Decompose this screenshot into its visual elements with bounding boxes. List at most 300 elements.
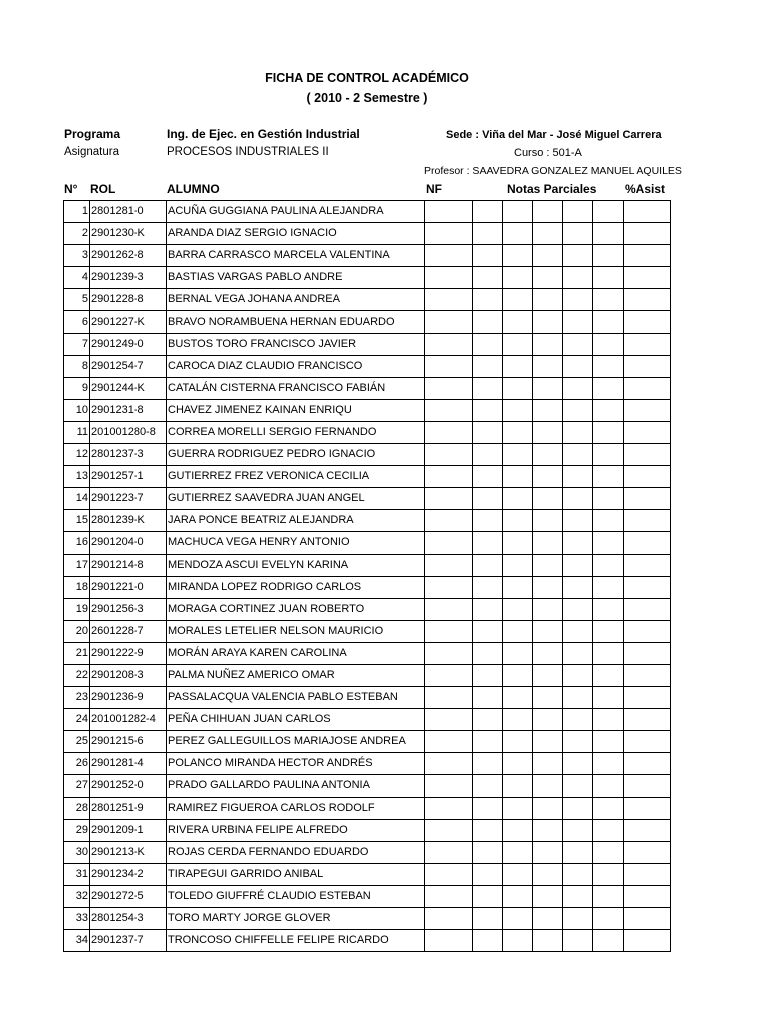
- asist-cell[interactable]: [624, 598, 671, 620]
- nf-cell[interactable]: [425, 819, 473, 841]
- nota-parcial-cell[interactable]: [593, 355, 624, 377]
- nota-parcial-cell[interactable]: [563, 620, 593, 642]
- nota-parcial-cell[interactable]: [503, 399, 533, 421]
- nota-parcial-cell[interactable]: [533, 466, 563, 488]
- nota-parcial-cell[interactable]: [563, 201, 593, 223]
- table-row: [64, 930, 671, 952]
- asist-cell[interactable]: [624, 930, 671, 952]
- nota-parcial-cell[interactable]: [593, 267, 624, 289]
- nf-cell[interactable]: [425, 731, 473, 753]
- nf-cell[interactable]: [425, 510, 473, 532]
- nf-cell[interactable]: [425, 201, 473, 223]
- nota-parcial-cell[interactable]: [593, 576, 624, 598]
- nota-parcial-cell[interactable]: [533, 731, 563, 753]
- nf-cell[interactable]: [425, 642, 473, 664]
- nota-parcial-cell[interactable]: [503, 731, 533, 753]
- nota-parcial-cell[interactable]: [503, 355, 533, 377]
- nota-parcial-cell[interactable]: [503, 797, 533, 819]
- nota-parcial-cell[interactable]: [593, 399, 624, 421]
- nota-parcial-cell[interactable]: [593, 421, 624, 443]
- col-header-asist: %Asist: [625, 182, 666, 196]
- row-number: 33: [64, 908, 90, 930]
- row-number: 30: [64, 841, 90, 863]
- sede-text: Sede : Viña del Mar - José Miguel Carrera: [446, 129, 662, 141]
- asist-cell[interactable]: [624, 819, 671, 841]
- nota-parcial-cell[interactable]: [503, 753, 533, 775]
- nota-parcial-cell[interactable]: [503, 841, 533, 863]
- nota-parcial-cell[interactable]: [533, 841, 563, 863]
- nota-parcial-cell[interactable]: [503, 620, 533, 642]
- asist-cell[interactable]: [624, 289, 671, 311]
- nota-parcial-cell[interactable]: [473, 554, 503, 576]
- nota-parcial-cell[interactable]: [473, 753, 503, 775]
- asist-cell[interactable]: [624, 267, 671, 289]
- asist-cell[interactable]: [624, 863, 671, 885]
- asist-cell[interactable]: [624, 377, 671, 399]
- nf-cell[interactable]: [425, 664, 473, 686]
- row-rol: 2901223-7: [90, 488, 167, 510]
- asist-cell[interactable]: [624, 421, 671, 443]
- asist-cell[interactable]: [624, 687, 671, 709]
- row-rol: 2901249-0: [90, 333, 167, 355]
- row-number: 26: [64, 753, 90, 775]
- row-alumno: MENDOZA ASCUI EVELYN KARINA: [167, 554, 425, 576]
- asist-cell[interactable]: [624, 532, 671, 554]
- nota-parcial-cell[interactable]: [563, 267, 593, 289]
- nota-parcial-cell[interactable]: [593, 201, 624, 223]
- nota-parcial-cell[interactable]: [533, 664, 563, 686]
- nota-parcial-cell[interactable]: [563, 245, 593, 267]
- nf-cell[interactable]: [425, 709, 473, 731]
- asist-cell[interactable]: [624, 223, 671, 245]
- row-rol: 2901237-7: [90, 930, 167, 952]
- nota-parcial-cell[interactable]: [593, 797, 624, 819]
- row-alumno: MIRANDA LOPEZ RODRIGO CARLOS: [167, 576, 425, 598]
- row-number: 15: [64, 510, 90, 532]
- row-rol: 2901272-5: [90, 885, 167, 907]
- table-row: [64, 444, 671, 466]
- table-row: [64, 687, 671, 709]
- nota-parcial-cell[interactable]: [533, 576, 563, 598]
- nota-parcial-cell[interactable]: [533, 421, 563, 443]
- nota-parcial-cell[interactable]: [563, 642, 593, 664]
- table-row: [64, 311, 671, 333]
- nota-parcial-cell[interactable]: [563, 841, 593, 863]
- nota-parcial-cell[interactable]: [473, 223, 503, 245]
- nota-parcial-cell[interactable]: [473, 466, 503, 488]
- row-number: 25: [64, 731, 90, 753]
- nota-parcial-cell[interactable]: [503, 664, 533, 686]
- nota-parcial-cell[interactable]: [533, 444, 563, 466]
- nota-parcial-cell[interactable]: [533, 355, 563, 377]
- nf-cell[interactable]: [425, 444, 473, 466]
- nota-parcial-cell[interactable]: [563, 819, 593, 841]
- nota-parcial-cell[interactable]: [563, 576, 593, 598]
- nota-parcial-cell[interactable]: [593, 532, 624, 554]
- asist-cell[interactable]: [624, 245, 671, 267]
- nota-parcial-cell[interactable]: [593, 598, 624, 620]
- row-number: 24: [64, 709, 90, 731]
- row-rol: 2901244-K: [90, 377, 167, 399]
- asist-cell[interactable]: [624, 642, 671, 664]
- nota-parcial-cell[interactable]: [593, 510, 624, 532]
- nota-parcial-cell[interactable]: [503, 510, 533, 532]
- nota-parcial-cell[interactable]: [533, 642, 563, 664]
- nota-parcial-cell[interactable]: [503, 819, 533, 841]
- row-alumno: POLANCO MIRANDA HECTOR ANDRÉS: [167, 753, 425, 775]
- asist-cell[interactable]: [624, 399, 671, 421]
- nota-parcial-cell[interactable]: [533, 267, 563, 289]
- asignatura-label: Asignatura: [64, 146, 119, 158]
- nf-cell[interactable]: [425, 267, 473, 289]
- row-alumno: BERNAL VEGA JOHANA ANDREA: [167, 289, 425, 311]
- nota-parcial-cell[interactable]: [473, 797, 503, 819]
- nota-parcial-cell[interactable]: [563, 223, 593, 245]
- nota-parcial-cell[interactable]: [473, 885, 503, 907]
- nota-parcial-cell[interactable]: [563, 466, 593, 488]
- nota-parcial-cell[interactable]: [503, 930, 533, 952]
- nota-parcial-cell[interactable]: [503, 554, 533, 576]
- row-alumno: MACHUCA VEGA HENRY ANTONIO: [167, 532, 425, 554]
- row-number: 11: [64, 421, 90, 443]
- nota-parcial-cell[interactable]: [473, 245, 503, 267]
- table-row: [64, 223, 671, 245]
- nota-parcial-cell[interactable]: [503, 223, 533, 245]
- asist-cell[interactable]: [624, 908, 671, 930]
- row-alumno: GUTIERREZ FREZ VERONICA CECILIA: [167, 466, 425, 488]
- nota-parcial-cell[interactable]: [503, 377, 533, 399]
- nota-parcial-cell[interactable]: [473, 620, 503, 642]
- nf-cell[interactable]: [425, 753, 473, 775]
- nota-parcial-cell[interactable]: [503, 532, 533, 554]
- row-alumno: TIRAPEGUI GARRIDO ANIBAL: [167, 863, 425, 885]
- row-alumno: PRADO GALLARDO PAULINA ANTONIA: [167, 775, 425, 797]
- nota-parcial-cell[interactable]: [473, 664, 503, 686]
- nota-parcial-cell[interactable]: [533, 554, 563, 576]
- asist-cell[interactable]: [624, 753, 671, 775]
- nota-parcial-cell[interactable]: [503, 709, 533, 731]
- nota-parcial-cell[interactable]: [473, 841, 503, 863]
- nota-parcial-cell[interactable]: [593, 488, 624, 510]
- asist-cell[interactable]: [624, 355, 671, 377]
- nota-parcial-cell[interactable]: [473, 355, 503, 377]
- nota-parcial-cell[interactable]: [563, 908, 593, 930]
- asist-cell[interactable]: [624, 885, 671, 907]
- nota-parcial-cell[interactable]: [593, 466, 624, 488]
- nota-parcial-cell[interactable]: [533, 620, 563, 642]
- nf-cell[interactable]: [425, 311, 473, 333]
- nota-parcial-cell[interactable]: [563, 863, 593, 885]
- asist-cell[interactable]: [624, 620, 671, 642]
- nf-cell[interactable]: [425, 797, 473, 819]
- nf-cell[interactable]: [425, 223, 473, 245]
- nota-parcial-cell[interactable]: [563, 664, 593, 686]
- asist-cell[interactable]: [624, 311, 671, 333]
- nota-parcial-cell[interactable]: [563, 598, 593, 620]
- nf-cell[interactable]: [425, 245, 473, 267]
- nota-parcial-cell[interactable]: [473, 687, 503, 709]
- nota-parcial-cell[interactable]: [533, 908, 563, 930]
- nota-parcial-cell[interactable]: [473, 775, 503, 797]
- asist-cell[interactable]: [624, 775, 671, 797]
- nota-parcial-cell[interactable]: [473, 576, 503, 598]
- nota-parcial-cell[interactable]: [503, 598, 533, 620]
- row-number: 12: [64, 444, 90, 466]
- nf-cell[interactable]: [425, 930, 473, 952]
- asist-cell[interactable]: [624, 576, 671, 598]
- programa-label: Programa: [64, 127, 121, 141]
- nota-parcial-cell[interactable]: [473, 333, 503, 355]
- table-row: [64, 863, 671, 885]
- nota-parcial-cell[interactable]: [473, 267, 503, 289]
- asist-cell[interactable]: [624, 444, 671, 466]
- nota-parcial-cell[interactable]: [533, 819, 563, 841]
- nota-parcial-cell[interactable]: [593, 311, 624, 333]
- nota-parcial-cell[interactable]: [473, 377, 503, 399]
- nota-parcial-cell[interactable]: [593, 444, 624, 466]
- nf-cell[interactable]: [425, 466, 473, 488]
- nf-cell[interactable]: [425, 532, 473, 554]
- nota-parcial-cell[interactable]: [533, 399, 563, 421]
- nota-parcial-cell[interactable]: [503, 687, 533, 709]
- asist-cell[interactable]: [624, 466, 671, 488]
- row-alumno: MORALES LETELIER NELSON MAURICIO: [167, 620, 425, 642]
- nota-parcial-cell[interactable]: [593, 731, 624, 753]
- nf-cell[interactable]: [425, 775, 473, 797]
- nf-cell[interactable]: [425, 598, 473, 620]
- nf-cell[interactable]: [425, 863, 473, 885]
- nota-parcial-cell[interactable]: [593, 620, 624, 642]
- nf-cell[interactable]: [425, 333, 473, 355]
- asist-cell[interactable]: [624, 554, 671, 576]
- nota-parcial-cell[interactable]: [563, 775, 593, 797]
- nota-parcial-cell[interactable]: [473, 532, 503, 554]
- table-row: [64, 377, 671, 399]
- asist-cell[interactable]: [624, 664, 671, 686]
- nf-cell[interactable]: [425, 289, 473, 311]
- table-row: [64, 245, 671, 267]
- nota-parcial-cell[interactable]: [563, 355, 593, 377]
- asist-cell[interactable]: [624, 797, 671, 819]
- nota-parcial-cell[interactable]: [473, 642, 503, 664]
- row-rol: 2901254-7: [90, 355, 167, 377]
- nota-parcial-cell[interactable]: [563, 289, 593, 311]
- table-row: [64, 664, 671, 686]
- nota-parcial-cell[interactable]: [533, 709, 563, 731]
- row-alumno: BUSTOS TORO FRANCISCO JAVIER: [167, 333, 425, 355]
- nota-parcial-cell[interactable]: [563, 377, 593, 399]
- nf-cell[interactable]: [425, 554, 473, 576]
- nf-cell[interactable]: [425, 377, 473, 399]
- row-alumno: CATALÁN CISTERNA FRANCISCO FABIÁN: [167, 377, 425, 399]
- nota-parcial-cell[interactable]: [503, 908, 533, 930]
- nota-parcial-cell[interactable]: [593, 930, 624, 952]
- asist-cell[interactable]: [624, 709, 671, 731]
- nota-parcial-cell[interactable]: [563, 333, 593, 355]
- row-number: 21: [64, 642, 90, 664]
- nota-parcial-cell[interactable]: [533, 223, 563, 245]
- nota-parcial-cell[interactable]: [473, 598, 503, 620]
- nota-parcial-cell[interactable]: [533, 863, 563, 885]
- nota-parcial-cell[interactable]: [533, 510, 563, 532]
- nota-parcial-cell[interactable]: [593, 289, 624, 311]
- nota-parcial-cell[interactable]: [473, 488, 503, 510]
- nota-parcial-cell[interactable]: [473, 399, 503, 421]
- nota-parcial-cell[interactable]: [473, 908, 503, 930]
- nota-parcial-cell[interactable]: [593, 775, 624, 797]
- nota-parcial-cell[interactable]: [593, 664, 624, 686]
- nota-parcial-cell[interactable]: [473, 289, 503, 311]
- nota-parcial-cell[interactable]: [593, 885, 624, 907]
- nota-parcial-cell[interactable]: [593, 908, 624, 930]
- row-alumno: PEÑA CHIHUAN JUAN CARLOS: [167, 709, 425, 731]
- nota-parcial-cell[interactable]: [563, 532, 593, 554]
- nota-parcial-cell[interactable]: [503, 333, 533, 355]
- row-alumno: ROJAS CERDA FERNANDO EDUARDO: [167, 841, 425, 863]
- nota-parcial-cell[interactable]: [593, 223, 624, 245]
- row-alumno: BARRA CARRASCO MARCELA VALENTINA: [167, 245, 425, 267]
- nota-parcial-cell[interactable]: [533, 797, 563, 819]
- nota-parcial-cell[interactable]: [563, 885, 593, 907]
- row-alumno: TORO MARTY JORGE GLOVER: [167, 908, 425, 930]
- nota-parcial-cell[interactable]: [533, 753, 563, 775]
- nota-parcial-cell[interactable]: [593, 642, 624, 664]
- nota-parcial-cell[interactable]: [593, 709, 624, 731]
- nota-parcial-cell[interactable]: [533, 488, 563, 510]
- nf-cell[interactable]: [425, 488, 473, 510]
- nota-parcial-cell[interactable]: [503, 201, 533, 223]
- nf-cell[interactable]: [425, 908, 473, 930]
- nota-parcial-cell[interactable]: [503, 421, 533, 443]
- table-row: [64, 885, 671, 907]
- nota-parcial-cell[interactable]: [533, 775, 563, 797]
- nota-parcial-cell[interactable]: [503, 576, 533, 598]
- nota-parcial-cell[interactable]: [563, 709, 593, 731]
- row-number: 23: [64, 687, 90, 709]
- nota-parcial-cell[interactable]: [503, 775, 533, 797]
- asist-cell[interactable]: [624, 841, 671, 863]
- nota-parcial-cell[interactable]: [593, 377, 624, 399]
- nf-cell[interactable]: [425, 576, 473, 598]
- row-rol: 2901214-8: [90, 554, 167, 576]
- nota-parcial-cell[interactable]: [593, 863, 624, 885]
- nota-parcial-cell[interactable]: [533, 333, 563, 355]
- nota-parcial-cell[interactable]: [563, 510, 593, 532]
- nota-parcial-cell[interactable]: [503, 885, 533, 907]
- nota-parcial-cell[interactable]: [593, 753, 624, 775]
- nota-parcial-cell[interactable]: [563, 399, 593, 421]
- nf-cell[interactable]: [425, 421, 473, 443]
- nota-parcial-cell[interactable]: [533, 532, 563, 554]
- nota-parcial-cell[interactable]: [563, 554, 593, 576]
- nf-cell[interactable]: [425, 687, 473, 709]
- nota-parcial-cell[interactable]: [593, 245, 624, 267]
- nota-parcial-cell[interactable]: [593, 333, 624, 355]
- row-rol: 2901257-1: [90, 466, 167, 488]
- nota-parcial-cell[interactable]: [503, 466, 533, 488]
- asist-cell[interactable]: [624, 488, 671, 510]
- nota-parcial-cell[interactable]: [563, 753, 593, 775]
- nota-parcial-cell[interactable]: [503, 488, 533, 510]
- nota-parcial-cell[interactable]: [563, 930, 593, 952]
- nota-parcial-cell[interactable]: [503, 863, 533, 885]
- nota-parcial-cell[interactable]: [473, 421, 503, 443]
- nota-parcial-cell[interactable]: [503, 642, 533, 664]
- nota-parcial-cell[interactable]: [473, 731, 503, 753]
- row-number: 18: [64, 576, 90, 598]
- row-number: 29: [64, 819, 90, 841]
- nota-parcial-cell[interactable]: [563, 797, 593, 819]
- nota-parcial-cell[interactable]: [533, 311, 563, 333]
- nota-parcial-cell[interactable]: [563, 687, 593, 709]
- row-rol: 2601228-7: [90, 620, 167, 642]
- col-header-n: N°: [64, 182, 78, 196]
- nota-parcial-cell[interactable]: [533, 598, 563, 620]
- nota-parcial-cell[interactable]: [473, 863, 503, 885]
- row-rol: 2901209-1: [90, 819, 167, 841]
- nota-parcial-cell[interactable]: [533, 245, 563, 267]
- nota-parcial-cell[interactable]: [473, 709, 503, 731]
- nota-parcial-cell[interactable]: [533, 687, 563, 709]
- nf-cell[interactable]: [425, 885, 473, 907]
- asist-cell[interactable]: [624, 510, 671, 532]
- asist-cell[interactable]: [624, 731, 671, 753]
- nota-parcial-cell[interactable]: [473, 444, 503, 466]
- asist-cell[interactable]: [624, 201, 671, 223]
- nf-cell[interactable]: [425, 841, 473, 863]
- nota-parcial-cell[interactable]: [503, 311, 533, 333]
- nota-parcial-cell[interactable]: [473, 930, 503, 952]
- nota-parcial-cell[interactable]: [533, 885, 563, 907]
- nota-parcial-cell[interactable]: [533, 377, 563, 399]
- nota-parcial-cell[interactable]: [473, 510, 503, 532]
- nota-parcial-cell[interactable]: [563, 731, 593, 753]
- nf-cell[interactable]: [425, 355, 473, 377]
- nota-parcial-cell[interactable]: [593, 687, 624, 709]
- nota-parcial-cell[interactable]: [563, 421, 593, 443]
- nota-parcial-cell[interactable]: [593, 819, 624, 841]
- nota-parcial-cell[interactable]: [533, 289, 563, 311]
- row-number: 13: [64, 466, 90, 488]
- nota-parcial-cell[interactable]: [563, 444, 593, 466]
- nf-cell[interactable]: [425, 620, 473, 642]
- nf-cell[interactable]: [425, 399, 473, 421]
- row-rol: 2801237-3: [90, 444, 167, 466]
- table-row: [64, 841, 671, 863]
- row-rol: 2901256-3: [90, 598, 167, 620]
- nota-parcial-cell[interactable]: [563, 311, 593, 333]
- row-number: 31: [64, 863, 90, 885]
- table-row: [64, 333, 671, 355]
- nota-parcial-cell[interactable]: [593, 554, 624, 576]
- nota-parcial-cell[interactable]: [593, 841, 624, 863]
- nota-parcial-cell[interactable]: [503, 289, 533, 311]
- nota-parcial-cell[interactable]: [503, 444, 533, 466]
- nota-parcial-cell[interactable]: [503, 245, 533, 267]
- asist-cell[interactable]: [624, 333, 671, 355]
- nota-parcial-cell[interactable]: [563, 488, 593, 510]
- nota-parcial-cell[interactable]: [473, 311, 503, 333]
- profesor-text: Profesor : SAAVEDRA GONZALEZ MANUEL AQUILES: [424, 165, 682, 177]
- nota-parcial-cell[interactable]: [473, 819, 503, 841]
- row-number: 28: [64, 797, 90, 819]
- nota-parcial-cell[interactable]: [503, 267, 533, 289]
- table-row: [64, 488, 671, 510]
- nota-parcial-cell[interactable]: [533, 201, 563, 223]
- nota-parcial-cell[interactable]: [533, 930, 563, 952]
- row-rol: 201001282-4: [90, 709, 167, 731]
- nota-parcial-cell[interactable]: [473, 201, 503, 223]
